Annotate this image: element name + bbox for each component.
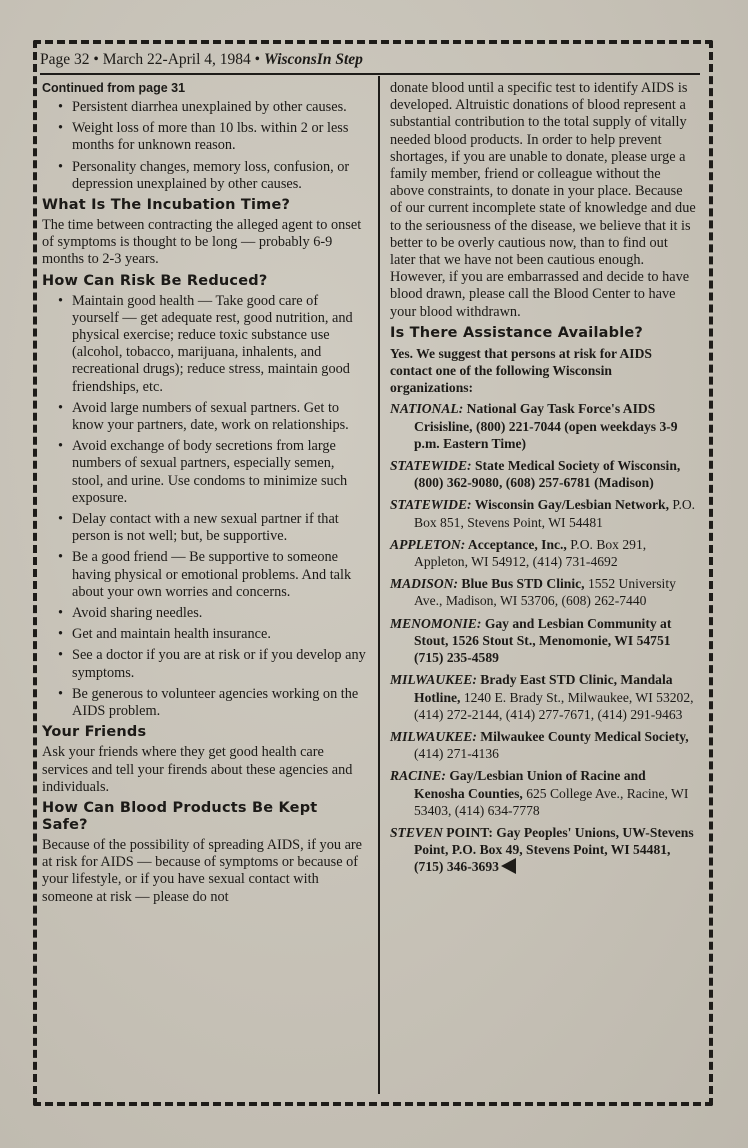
left-column (42, 80, 368, 910)
org-detail: (800) 362-9080, (608) 257-6781 (Madison) (414, 475, 654, 491)
list-item (390, 457, 696, 491)
assistance-heading: Is There Assistance Available? (390, 324, 644, 341)
symptoms-list (42, 99, 368, 193)
org-city: STATEWIDE: (390, 458, 472, 474)
issue-date: March 22-April 4, 1984 (102, 51, 251, 68)
list-item: • Avoid large numbers of sexual partners. Get to know your partners, date, work on relationships. (42, 400, 368, 434)
list-item (390, 728, 696, 762)
list-item: • Maintain good health — Take good care of yourself — get adequate rest, good nutrition, and physical exercise; reduce toxic substance use (alcohol, tobacco, marijuana, inhalents, and recreational drugs); reduce stress, maintain good friendships, etc. (42, 293, 368, 396)
list-item (390, 671, 696, 723)
column-divider (378, 76, 380, 1094)
right-column (390, 80, 696, 881)
org-city: MENOMONIE: (390, 615, 482, 631)
risk-list (42, 293, 368, 721)
list-item (390, 767, 696, 819)
org-city: APPLETON: (390, 536, 466, 552)
friends-heading: Your Friends (42, 724, 147, 741)
organizations-list (390, 400, 696, 875)
org-detail: P.O. Box 49, Stevens Point, WI 54481, (715) 346-3693 (414, 842, 671, 875)
incubation-heading: What Is The Incubation Time? (42, 197, 291, 214)
org-city: MILWAUKEE: (390, 672, 477, 688)
list-item: • Get and maintain health insurance. (42, 626, 368, 643)
list-item (390, 575, 696, 609)
org-city: NATIONAL: (390, 401, 464, 417)
page-number: Page 32 (40, 51, 90, 68)
org-detail: 1526 Stout St., Menomonie, WI 54751 (715) 235-4589 (414, 632, 671, 666)
list-item: • See a doctor if you are at risk or if you develop any symptoms. (42, 647, 368, 681)
org-detail: 625 College Ave., Racine, WI 53403, (414) 634-7778 (414, 785, 689, 818)
org-detail: P.O. Box 291, Appleton, WI 54912, (414) 731-4692 (414, 536, 647, 570)
assistance-intro: Yes. We suggest that persons at risk for AIDS contact one of the following Wisconsin organizations: (390, 345, 652, 396)
end-arrow-icon (501, 858, 516, 874)
org-detail: (414) 271-4136 (414, 746, 499, 762)
publication-name: WisconsIn Step (263, 51, 363, 68)
blood-text: Because of the possibility of spreading AIDS, if you are at risk for AIDS — because of symptoms or because of your lifestyle, or if you have sexual contact with someone at risk — please do not (42, 836, 363, 905)
blood-text-continued: donate blood until a specific test to identify AIDS is developed. Altruistic donations of blood represent a substantial contribution to the total supply of vitally needed blood products. In order to help prevent shortages, if you are unable to donate, please urge a family member, friend or colleague without the above constraints, to donate in your place. Because of our current incomplete state of knowledge and due to the seriousness of the disease, we believe that it is better to be overly cautious now, than to find out later that we have not been cautious enough. However, if you are embarrassed and decide to have blood drawn, please call the Blood Center to have your blood withdrawn. (390, 80, 696, 320)
list-item: • Persistent diarrhea unexplained by other causes. (42, 99, 368, 116)
org-name: Brady East STD Clinic, Mandala Hotline, (414, 672, 673, 705)
list-item: • Personality changes, memory loss, confusion, or depression unexplained by other causes. (42, 159, 368, 193)
org-name: Gay and Lesbian Community at Stout, (414, 615, 672, 648)
org-city: RACINE: (390, 768, 446, 784)
header-separator: • (93, 51, 99, 68)
org-name: Wisconsin Gay/Lesbian Network, (474, 497, 669, 513)
org-name: Blue Bus STD Clinic, (461, 576, 585, 592)
continued-line: Continued from page 31 (42, 81, 186, 95)
org-city: STATEWIDE: (390, 497, 472, 513)
list-item: • Be generous to volunteer agencies working on the AIDS problem. (42, 686, 368, 720)
friends-text: Ask your friends where they get good health care services and tell your firends about these agencies and individuals. (42, 744, 353, 795)
risk-heading: How Can Risk Be Reduced? (42, 272, 268, 289)
list-item (390, 536, 696, 570)
org-name: POINT: Gay Peoples' Unions, UW-Stevens Point, (414, 824, 694, 858)
blood-heading: How Can Blood Products Be Kept Safe? (42, 799, 318, 833)
org-detail: 1552 University Ave., Madison, WI 53706, (608) 262-7440 (414, 576, 676, 609)
incubation-text: The time between contracting the alleged agent to onset of symptoms is thought to be long — probably 6-9 months to 2-3 years. (42, 217, 362, 268)
org-name: National Gay Task Force's AIDS Crisisline, (414, 401, 656, 434)
org-city: MILWAUKEE: (390, 728, 477, 744)
org-name: Gay/Lesbian Union of Racine and Kenosha Counties, (414, 768, 646, 801)
list-item: • Weight loss of more than 10 lbs. within 2 or less months for unknown reason. (42, 120, 368, 154)
list-item (390, 496, 696, 530)
list-item (390, 400, 696, 452)
org-name: Acceptance, Inc., (467, 536, 567, 552)
org-detail: P.O. Box 851, Stevens Point, WI 54481 (414, 497, 696, 530)
list-item (390, 824, 696, 876)
header-separator: • (254, 51, 261, 68)
list-item: • Delay contact with a new sexual partner if that person is not well; but, be supportive. (42, 511, 368, 545)
org-name: Milwaukee County Medical Society, (480, 728, 689, 744)
org-city: STEVEN (390, 824, 443, 840)
list-item: • Avoid exchange of body secretions from large numbers of sexual partners, especially semen, stool, and urine. Use condoms to minimize such exposure. (42, 438, 368, 507)
list-item: • Avoid sharing needles. (42, 605, 368, 622)
list-item (390, 615, 696, 667)
page-header (40, 47, 700, 75)
list-item: • Be a good friend — Be supportive to someone having physical or emotional problems. And talk about your own worries and concerns. (42, 549, 368, 601)
org-city: MADISON: (390, 576, 458, 592)
org-detail: 1240 E. Brady St., Milwaukee, WI 53202, (414) 272-2144, (414) 277-7671, (414) 291-9463 (414, 689, 694, 722)
org-name: State Medical Society of Wisconsin, (475, 458, 681, 474)
org-detail: (800) 221-7044 (open weekdays 3-9 p.m. Eastern Time) (414, 418, 678, 451)
